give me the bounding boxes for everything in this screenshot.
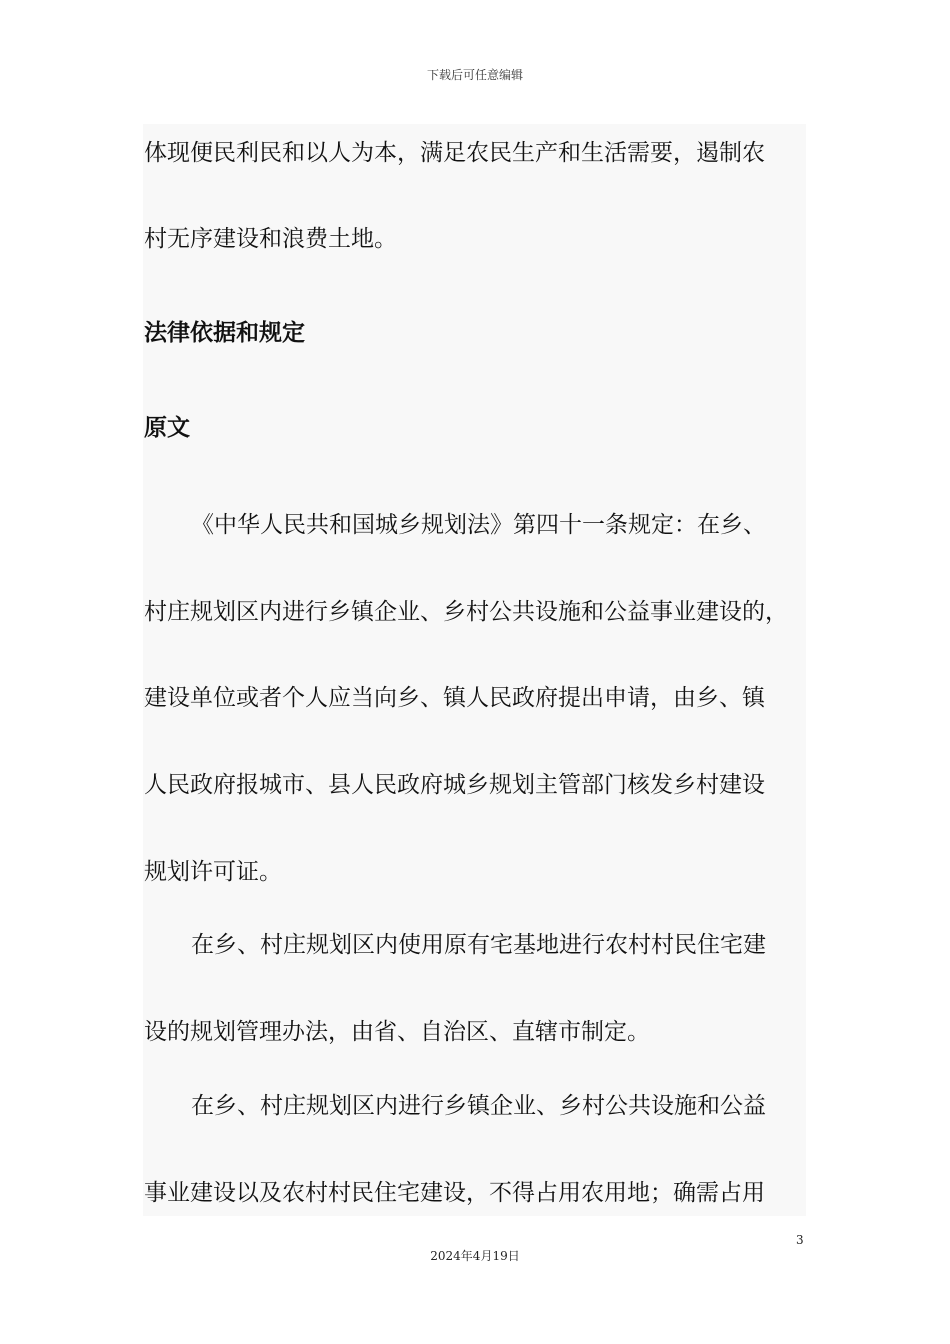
body-line: 村庄规划区内进行乡镇企业、乡村公共设施和公益事业建设的， [144, 599, 788, 625]
body-line: 人民政府报城市、县人民政府城乡规划主管部门核发乡村建设 [144, 772, 765, 798]
body-line: 建设单位或者个人应当向乡、镇人民政府提出申请，由乡、镇 [144, 685, 765, 711]
body-line: 《中华人民共和国城乡规划法》第四十一条规定：在乡、 [191, 512, 766, 538]
body-line: 在乡、村庄规划区内使用原有宅基地进行农村村民住宅建 [191, 932, 766, 958]
header-note: 下载后可任意编辑 [426, 68, 523, 82]
body-line: 在乡、村庄规划区内进行乡镇企业、乡村公共设施和公益 [191, 1093, 766, 1119]
page-number: 3 [796, 1233, 804, 1247]
content-panel [143, 124, 806, 1216]
subsection-heading: 原文 [144, 415, 190, 441]
body-line: 设的规划管理办法，由省、自治区、直辖市制定。 [144, 1019, 650, 1045]
body-line: 事业建设以及农村村民住宅建设，不得占用农用地；确需占用 [144, 1180, 765, 1206]
section-heading: 法律依据和规定 [144, 320, 305, 346]
body-line: 体现便民利民和以人为本，满足农民生产和生活需要，遏制农 [144, 140, 765, 166]
body-line: 村无序建设和浪费土地。 [144, 226, 397, 252]
body-line: 规划许可证。 [144, 859, 282, 885]
footer-date: 2024年4月19日 [430, 1249, 520, 1263]
